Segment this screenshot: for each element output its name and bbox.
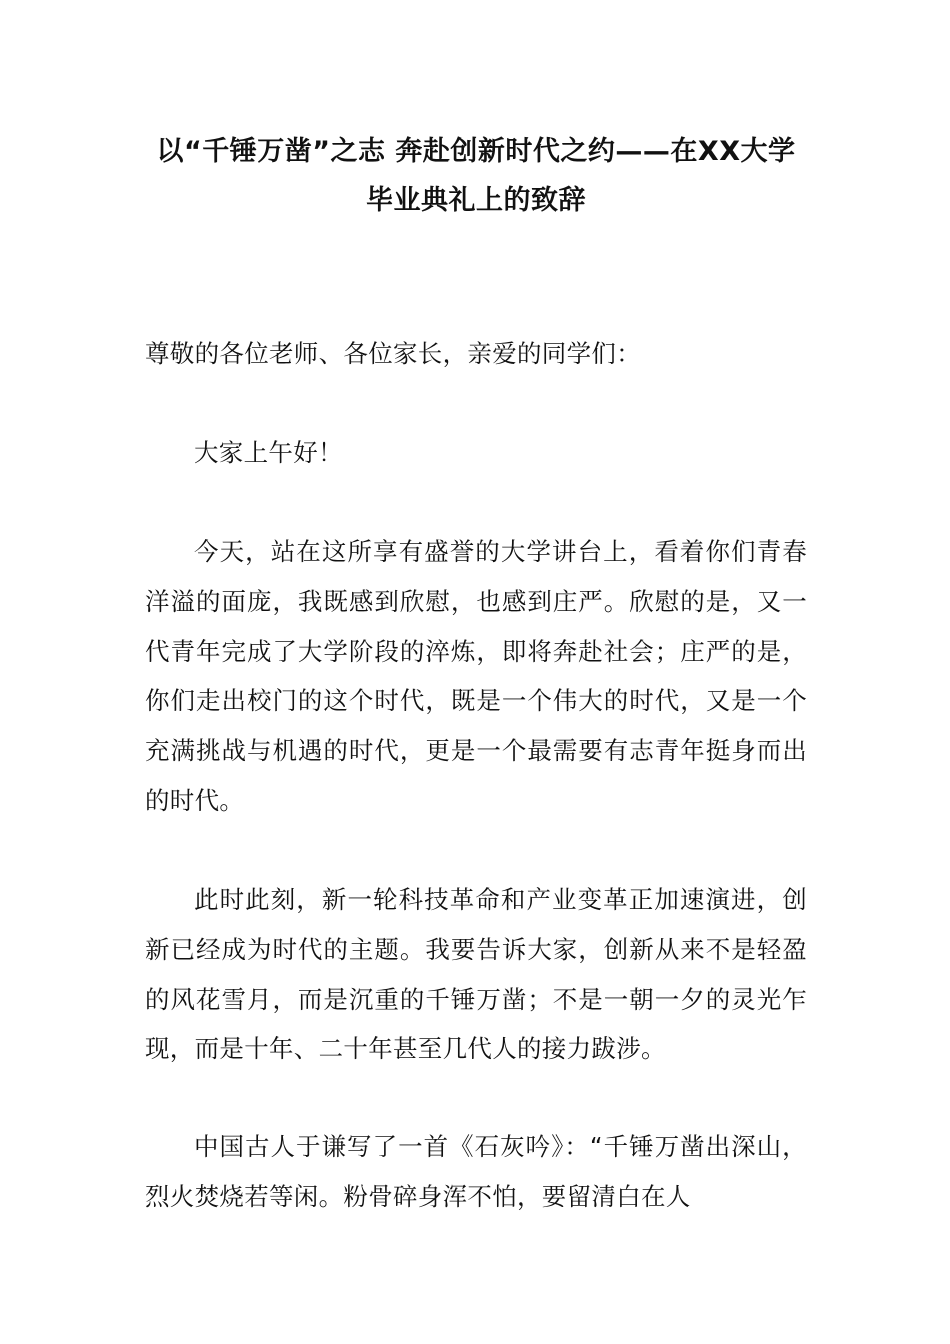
paragraph-3: 中国古人于谦写了一首《石灰吟》：“千锤万凿出深山，烈火焚烧若等闲。粉骨碎身浑不怕，要留清白在人 [145, 1132, 807, 1211]
greeting: 大家上午好！ [194, 438, 343, 467]
paragraph-1: 今天，站在这所享有盛誉的大学讲台上，看着你们青春洋溢的面庞，我既感到欣慰，也感到庄严。欣慰的是，又一代青年完成了大学阶段的淬炼，即将奔赴社会；庄严的是，你们走出校门的这个时代，既是一个伟大的时代，又是一个充满挑战与机遇的时代，更是一个最需要有志青年挺身而出的时代。 [145, 537, 807, 815]
paragraph-2: 此时此刻，新一轮科技革命和产业变革正加速演进，创新已经成为时代的主题。我要告诉大家，创新从来不是轻盈的风花雪月，而是沉重的千锤万凿；不是一朝一夕的灵光乍现，而是十年、二十年甚至几代人的接力跋涉。 [145, 885, 807, 1064]
document-title: 以“千锤万凿”之志 奔赴创新时代之约——在XX大学毕业典礼上的致辞 [156, 136, 796, 216]
salutation: 尊敬的各位老师、各位家长，亲爱的同学们： [145, 339, 641, 368]
